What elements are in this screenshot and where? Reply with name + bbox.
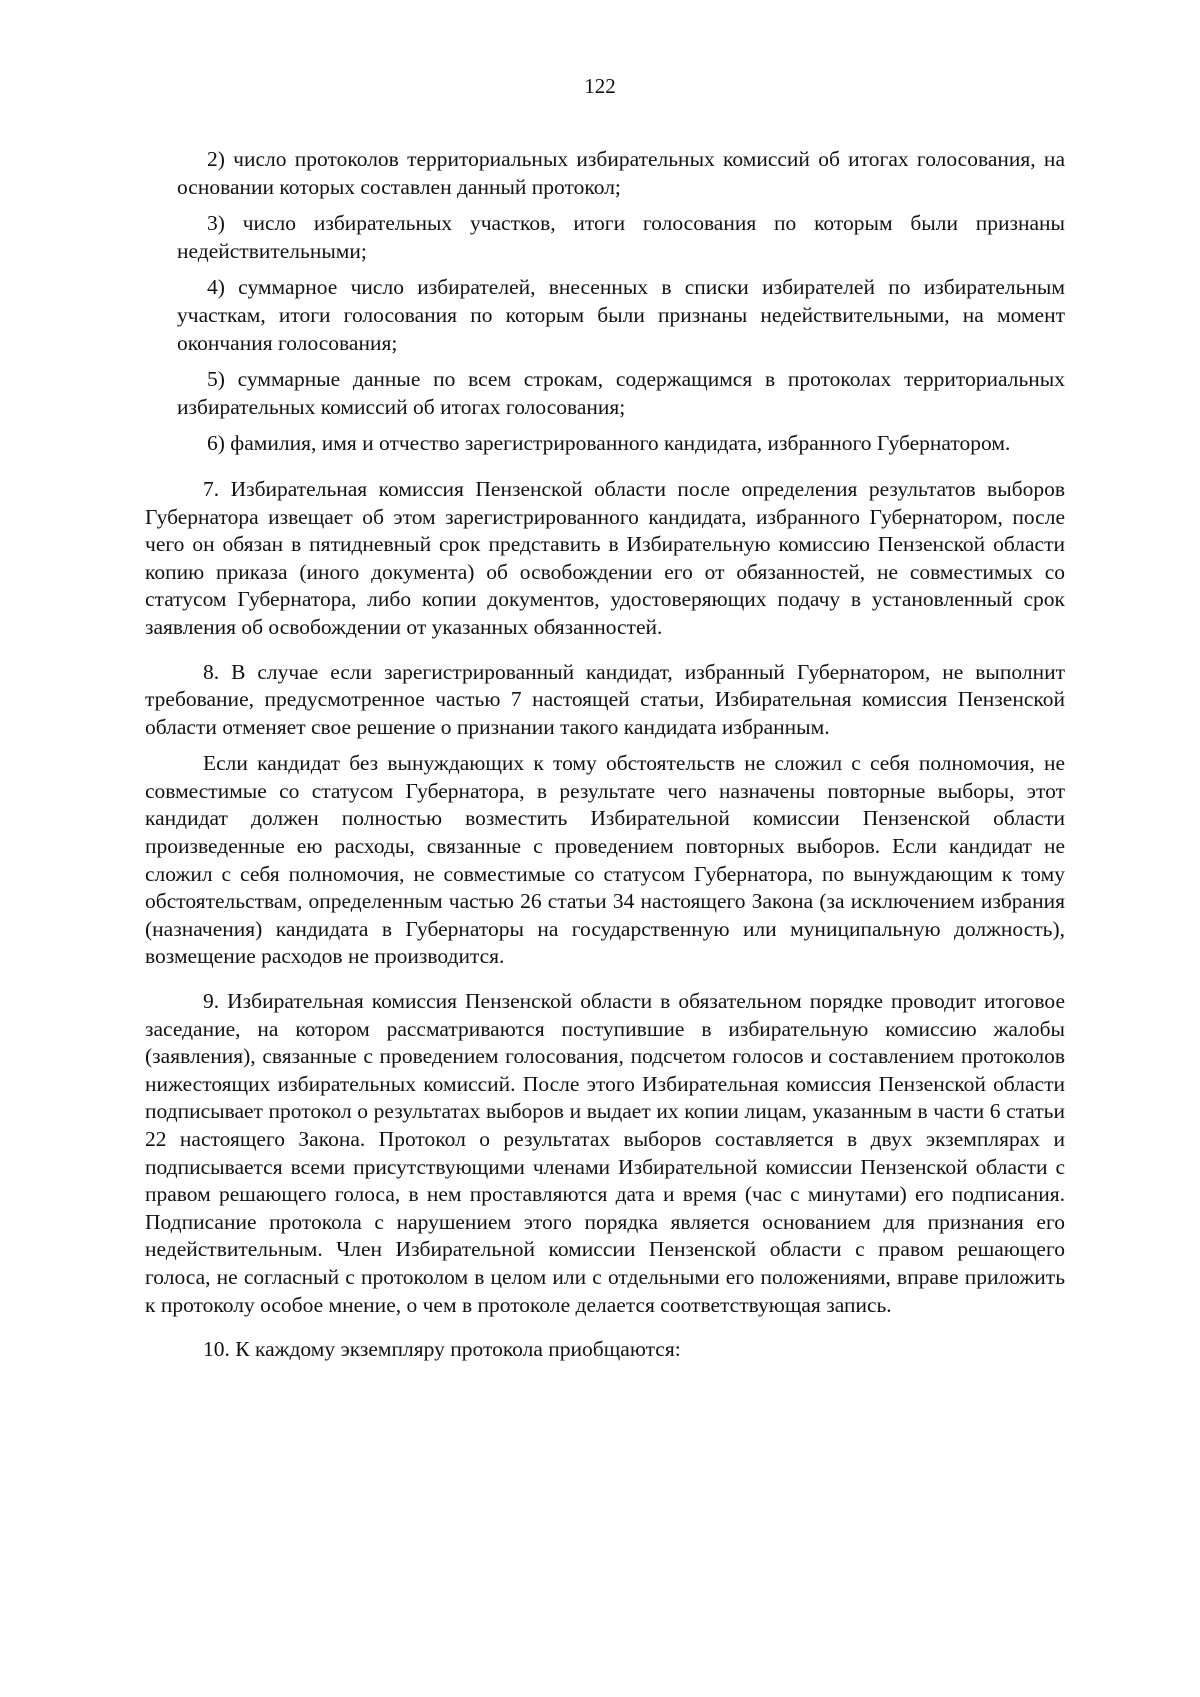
paragraph-10: 10. К каждому экземпляру протокола приобщаются: <box>203 1337 681 1362</box>
paragraph-8: 8. В случае если зарегистрированный кандидат, избранный Губернатором, не выполнит требование, предусмотренное частью 7 настоящей статьи, Избирательная комиссия Пензенской области отменяет свое решение о признании такого кандидата избранным. <box>145 659 1065 739</box>
list-item: 4) суммарное число избирателей, внесенных в списки избирателей по избирательным участкам, итоги голосования по которым были признаны недействительными, на момент окончания голосования; <box>177 275 1065 355</box>
list-item: 6) фамилия, имя и отчество зарегистрированного кандидата, избранного Губернатором. <box>207 431 1011 456</box>
paragraph-7: 7. Избирательная комиссия Пензенской области после определения результатов выборов Губернатора извещает об этом зарегистрированного кандидата, избранного Губернатором, после чего он обязан в пятидневный срок представить в Избирательную комиссию Пензенской области копию приказа (иного документа) об освобождении его от обязанностей, не совместимых со статусом Губернатора, либо копии документов, удостоверяющих подачу в установленный срок заявления об освобождении от указанных обязанностей. <box>145 476 1065 639</box>
list-item: 5) суммарные данные по всем строкам, содержащимся в протоколах территориальных избирательных комиссий об итогах голосования; <box>177 367 1065 419</box>
page-number: 122 <box>584 74 616 98</box>
paragraph-9: 9. Избирательная комиссия Пензенской области в обязательном порядке проводит итоговое заседание, на котором рассматриваются поступившие в избирательную комиссию жалобы (заявления), связанные с проведением голосования, подсчетом голосов и составлением протоколов нижестоящих избирательных комиссий. После этого Избирательная комиссия Пензенской области подписывает протокол о результатах выборов и выдает их копии лицам, указанным в части 6 статьи 22 настоящего Закона. Протокол о результатах выборов составляется в двух экземплярах и подписывается всеми присутствующими членами Избирательной комиссии Пензенской области с правом решающего голоса, в нем проставляются дата и время (час с минутами) его подписания. Подписание протокола с нарушением этого порядка является основанием для признания его недействительным. Член Избирательной комиссии Пензенской области с правом решающего голоса, не согласный с протоколом в целом или с отдельными его положениями, вправе приложить к протоколу особое мнение, о чем в протоколе делается соответствующая запись. <box>145 989 1065 1317</box>
paragraph-8-continuation: Если кандидат без вынуждающих к тому обстоятельств не сложил с себя полномочия, не совместимые со статусом Губернатора, в результате чего назначены повторные выборы, этот кандидат должен полностью возместить Избирательной комиссии Пензенской области произведенные ею расходы, связанные с проведением повторных выборов. Если кандидат не сложил с себя полномочия, не совместимые со статусом Губернатора, по вынуждающим к тому обстоятельствам, определенным частью 26 статьи 34 настоящего Закона (за исключением избрания (назначения) кандидата в Губернаторы на государственную или муниципальную должность), возмещение расходов не производится. <box>145 751 1065 969</box>
list-item: 2) число протоколов территориальных избирательных комиссий об итогах голосования, на основании которых составлен данный протокол; <box>177 147 1065 199</box>
protocol-items-list <box>177 146 1065 458</box>
document-body <box>145 146 1065 1373</box>
list-item: 3) число избирательных участков, итоги голосования по которым были признаны недействительными; <box>177 211 1065 263</box>
